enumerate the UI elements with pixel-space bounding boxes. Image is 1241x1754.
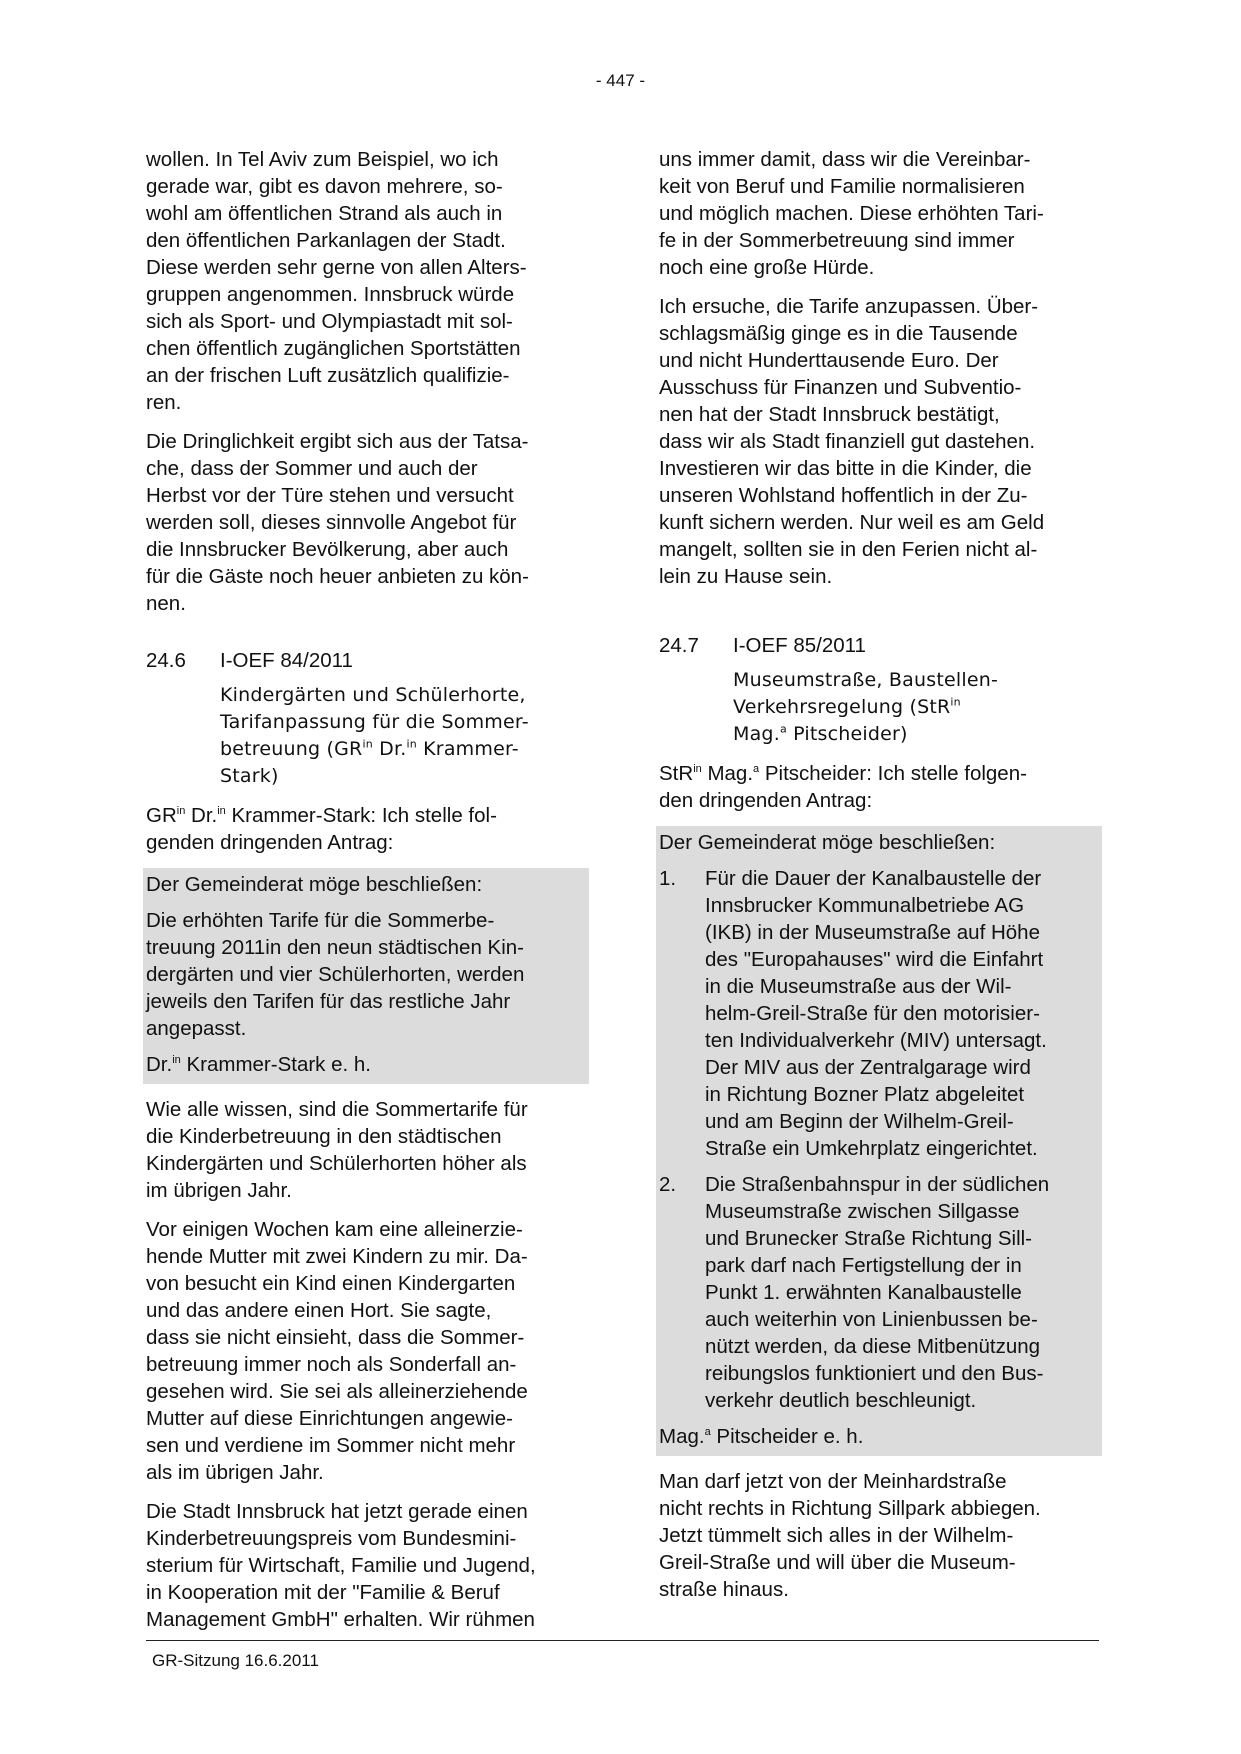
text-line: jeweils den Tarifen für das restliche Jahr [146, 990, 511, 1013]
paragraph [146, 1498, 586, 1633]
text-line: des "Europahauses" wird die Einfahrt [705, 948, 1044, 971]
text-line: kunft sichern werden. Nur weil es am Geld [659, 511, 1045, 534]
text-line: Man darf jetzt von der Meinhardstraße [659, 1470, 1007, 1493]
text-line: wollen. In Tel Aviv zum Beispiel, wo ich [146, 148, 499, 171]
list-number: 1. [659, 867, 677, 890]
motion-heading: Der Gemeinderat möge beschließen: [659, 831, 996, 854]
motion-text [146, 904, 586, 1048]
text-line: gruppen angenommen. Innsbruck würde [146, 283, 515, 306]
right-column [659, 146, 1099, 1615]
text-line: die Kinderbetreuung in den städtischen [146, 1125, 502, 1148]
motion-list [659, 862, 1099, 1420]
text-line: nen. [146, 592, 186, 615]
motion-intro: StR$^{in}$ Mag.$^a$ Pitscheider: Ich stelle folgen- den dringenden Antrag: [659, 762, 1027, 812]
text-line: gerade war, gibt es davon mehrere, so- [146, 175, 503, 198]
text-line: als im übrigen Jahr. [146, 1461, 324, 1484]
text-line: hende Mutter mit zwei Kindern zu mir. Da- [146, 1245, 528, 1268]
text-line: Die Stadt Innsbruck hat jetzt gerade einen [146, 1500, 528, 1523]
text-line: nützt werden, da diese Mitbenützung [705, 1335, 1041, 1358]
text-line: im übrigen Jahr. [146, 1179, 292, 1202]
motion-box [143, 868, 589, 1084]
motion-list-item [659, 1168, 1099, 1420]
text-line: betreuung immer noch als Sonderfall an- [146, 1353, 517, 1376]
text-line: dergärten und vier Schülerhorten, werden [146, 963, 525, 986]
footer-rule [146, 1640, 1099, 1641]
agenda-item-title: Museumstraße, Baustellen- Verkehrsregelung (StR$^{in}$ Mag.$^a$ Pitscheider) [733, 669, 999, 745]
text-line: Herbst vor der Türe stehen und versucht [146, 484, 514, 507]
text-line: und das andere einen Hort. Sie sagte, [146, 1299, 492, 1322]
text-line: treuung 2011in den neun städtischen Kin- [146, 936, 525, 959]
text-line: von besucht ein Kind einen Kindergarten [146, 1272, 516, 1295]
text-line: Greil-Straße und will über die Museum- [659, 1551, 1016, 1574]
motion-heading: Der Gemeinderat möge beschließen: [146, 873, 483, 896]
agenda-item-heading [146, 647, 586, 674]
text-line: Straße ein Umkehrplatz eingerichtet. [705, 1137, 1038, 1160]
text-line: verkehr deutlich beschleunigt. [705, 1389, 977, 1412]
paragraph [146, 1216, 586, 1486]
page-number: - 447 - [595, 71, 646, 90]
list-text [705, 865, 1099, 1162]
text-line: Die erhöhten Tarife für die Sommerbe- [146, 909, 495, 932]
text-line: Wie alle wissen, sind die Sommertarife für [146, 1098, 528, 1121]
list-text [705, 1171, 1099, 1414]
text-line: an der frischen Luft zusätzlich qualifizie- [146, 364, 510, 387]
text-line: ten Individualverkehr (MIV) untersagt. [705, 1029, 1047, 1052]
text-line: Die Straßenbahnspur in der südlichen [705, 1173, 1050, 1196]
footer-text: GR-Sitzung 16.6.2011 [152, 1651, 319, 1670]
text-line: Punkt 1. erwähnten Kanalbaustelle [705, 1281, 1022, 1304]
text-line: Ausschuss für Finanzen und Subventio- [659, 376, 1022, 399]
text-line: und nicht Hunderttausende Euro. Der [659, 349, 999, 372]
text-line: keit von Beruf und Familie normalisieren [659, 175, 1025, 198]
text-line: helm-Greil-Straße für den motorisier- [705, 1002, 1040, 1025]
text-line: den öffentlichen Parkanlagen der Stadt. [146, 229, 506, 252]
text-line: in Richtung Bozner Platz abgeleitet [705, 1083, 1025, 1106]
paragraph [146, 428, 586, 617]
text-line: Museumstraße zwischen Sillgasse [705, 1200, 1020, 1223]
text-line: ren. [146, 391, 182, 414]
text-line: lein zu Hause sein. [659, 565, 833, 588]
text-line: für die Gäste noch heuer anbieten zu kön- [146, 565, 529, 588]
text-line: park darf nach Fertigstellung der in [705, 1254, 1022, 1277]
motion-intro: $GR^{in}$ Dr.$^{in}$ Krammer-Stark: Ich stelle fol- genden dringenden Antrag: [146, 804, 497, 854]
paragraph [659, 1468, 1099, 1603]
agenda-item-number: 24.6 [146, 649, 186, 672]
text-line: reibungslos funktioniert und den Bus- [705, 1362, 1044, 1385]
text-line: Der MIV aus der Zentralgarage wird [705, 1056, 1031, 1079]
paragraph [659, 293, 1099, 590]
paragraph [659, 146, 1099, 281]
text-line: Für die Dauer der Kanalbaustelle der [705, 867, 1042, 890]
motion-signature: Mag.$^a$ Pitscheider e. h. [659, 1425, 864, 1448]
agenda-item-code: I-OEF 84/2011 [220, 649, 353, 672]
text-line: dass sie nicht einsieht, dass die Sommer- [146, 1326, 525, 1349]
agenda-item-code: I-OEF 85/2011 [733, 634, 866, 657]
agenda-item-number: 24.7 [659, 634, 699, 657]
text-line: fe in der Sommerbetreuung sind immer [659, 229, 1015, 252]
text-line: Jetzt tümmelt sich alles in der Wilhelm- [659, 1524, 1014, 1547]
text-line: Mutter auf diese Einrichtungen angewie- [146, 1407, 513, 1430]
text-line: noch eine große Hürde. [659, 256, 875, 279]
text-line: und möglich machen. Diese erhöhten Tari- [659, 202, 1044, 225]
paragraph [146, 1096, 586, 1204]
motion-list-item [659, 862, 1099, 1168]
text-line: Management GmbH" erhalten. Wir rühmen [146, 1608, 535, 1631]
text-line: sen und verdiene im Sommer nicht mehr [146, 1434, 516, 1457]
text-line: unseren Wohlstand hoffentlich in der Zu- [659, 484, 1028, 507]
text-line: Vor einigen Wochen kam eine alleinerzie- [146, 1218, 523, 1241]
text-line: gesehen wird. Sie sei als alleinerziehende [146, 1380, 528, 1403]
text-line: Ich ersuche, die Tarife anzupassen. Über- [659, 295, 1039, 318]
text-line: in die Museumstraße aus der Wil- [705, 975, 1012, 998]
text-line: nen hat der Stadt Innsbruck bestätigt, [659, 403, 1000, 426]
text-line: angepasst. [146, 1017, 247, 1040]
text-line: straße hinaus. [659, 1578, 789, 1601]
text-line: wohl am öffentlichen Strand als auch in [146, 202, 503, 225]
text-line: die Innsbrucker Bevölkerung, aber auch [146, 538, 509, 561]
text-line: Kinderbetreuungspreis vom Bundesmini- [146, 1527, 517, 1550]
text-line: Investieren wir das bitte in die Kinder, die [659, 457, 1032, 480]
agenda-item-heading [659, 632, 1099, 659]
text-line: che, dass der Sommer und auch der [146, 457, 478, 480]
text-line: uns immer damit, dass wir die Vereinbar- [659, 148, 1031, 171]
agenda-item-title: Kindergärten und Schülerhorte, Tarifanpassung für die Sommer- betreuung ($GR^{in}$ Dr.$^{in}$ Krammer- Stark) [220, 684, 529, 787]
text-line: Die Dringlichkeit ergibt sich aus der Tatsa- [146, 430, 529, 453]
motion-box [656, 826, 1102, 1456]
left-column [146, 146, 586, 1645]
text-line: und Brunecker Straße Richtung Sill- [705, 1227, 1033, 1250]
text-line: sich als Sport- und Olympiastadt mit sol- [146, 310, 513, 333]
text-line: nicht rechts in Richtung Sillpark abbiegen. [659, 1497, 1041, 1520]
text-line: mangelt, sollten sie in den Ferien nicht al- [659, 538, 1038, 561]
list-number: 2. [659, 1173, 677, 1196]
text-line: werden soll, dieses sinnvolle Angebot für [146, 511, 517, 534]
text-line: Kindergärten und Schülerhorten höher als [146, 1152, 527, 1175]
motion-signature: Dr.$^{in}$ Krammer-Stark e. h. [146, 1053, 372, 1076]
text-line: Innsbrucker Kommunalbetriebe AG [705, 894, 1025, 917]
text-line: auch weiterhin von Linienbussen be- [705, 1308, 1038, 1331]
text-line: sterium für Wirtschaft, Familie und Jugend, [146, 1554, 536, 1577]
text-line: chen öffentlich zugänglichen Sportstätten [146, 337, 521, 360]
text-line: dass wir als Stadt finanziell gut dastehen. [659, 430, 1036, 453]
text-line: in Kooperation mit der "Familie & Beruf [146, 1581, 500, 1604]
text-line: schlagsmäßig ginge es in die Tausende [659, 322, 1018, 345]
text-line: (IKB) in der Museumstraße auf Höhe [705, 921, 1040, 944]
text-line: und am Beginn der Wilhelm-Greil- [705, 1110, 1014, 1133]
paragraph [146, 146, 586, 416]
text-line: Diese werden sehr gerne von allen Alters- [146, 256, 527, 279]
